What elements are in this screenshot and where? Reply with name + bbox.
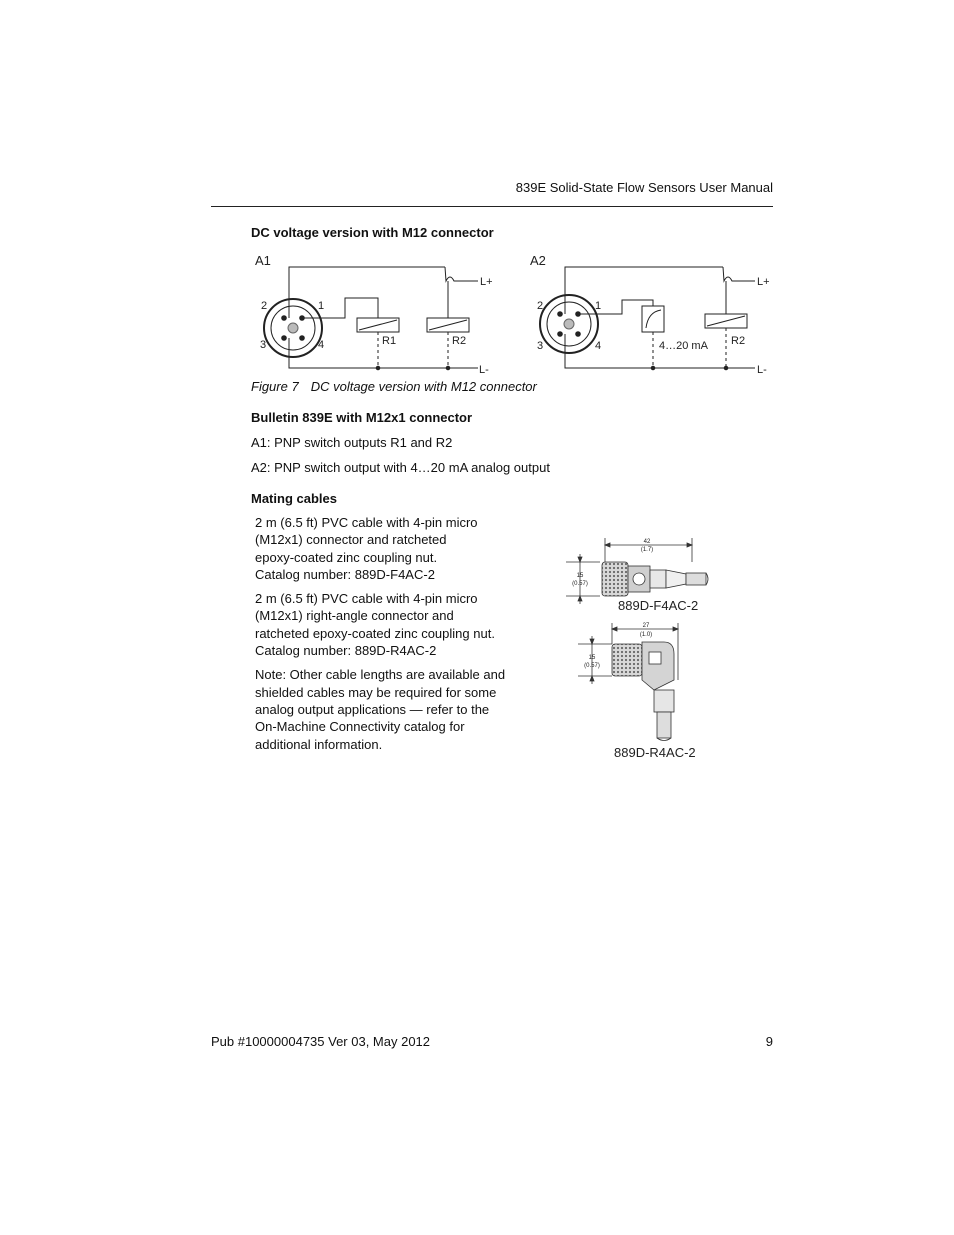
straight-connector-drawing <box>566 538 708 604</box>
mating-cables-list <box>255 514 515 760</box>
section-heading-mating-cables: Mating cables <box>251 491 337 506</box>
straight-connector-label: 889D-F4AC-2 <box>618 598 699 613</box>
cable-note <box>255 666 515 752</box>
load-r1-label: R1 <box>382 335 397 347</box>
text-line: additional information. <box>255 736 383 752</box>
text-line: (M12x1) right-angle connector and <box>255 608 454 624</box>
dim-length-in: (1.0) <box>639 632 653 638</box>
dim-dia: 15 <box>588 655 596 661</box>
dim-length: 42 <box>643 539 651 545</box>
cable-item-straight <box>255 514 515 583</box>
load-r2-label: R2 <box>731 335 746 347</box>
text-line: 2 m (6.5 ft) PVC cable with 4-pin micro <box>255 515 478 530</box>
text-line: 2 m (6.5 ft) PVC cable with 4-pin micro <box>255 591 478 607</box>
text-line: (M12x1) connector and ratcheted <box>255 532 447 548</box>
diagram-a1-label: A1 <box>255 253 271 268</box>
figure-caption-number: Figure 7 <box>251 379 299 394</box>
load-r2-label: R2 <box>452 335 467 347</box>
l-minus-label: L- <box>479 364 489 376</box>
text-line: epoxy-coated zinc coupling nut. <box>255 549 438 565</box>
pin-1-label: 1 <box>595 300 602 312</box>
pin-3-label: 3 <box>537 340 544 352</box>
diagram-a1 <box>255 253 493 376</box>
figure-caption <box>251 379 537 394</box>
wiring-diagrams <box>0 0 954 400</box>
footer-page-number: 9 <box>765 1034 773 1049</box>
running-header: 839E Solid-State Flow Sensors User Manual <box>515 180 773 195</box>
footer-publication: Pub #10000004735 Ver 03, May 2012 <box>211 1034 431 1049</box>
pin-1-label: 1 <box>318 300 325 312</box>
pin-3-label: 3 <box>260 339 267 351</box>
catalog-number: Catalog number: 889D-F4AC-2 <box>255 566 435 582</box>
cable-drawings <box>560 530 740 765</box>
a2-description: A2: PNP switch output with 4…20 mA analog output <box>251 460 550 475</box>
dim-length-in: (1.7) <box>640 547 654 553</box>
pin-2-label: 2 <box>261 300 268 312</box>
right-angle-connector-drawing <box>578 623 678 741</box>
pin-2-label: 2 <box>537 300 544 312</box>
dim-dia-in: (0.57) <box>584 663 600 669</box>
diagram-a2 <box>530 253 770 376</box>
figure-caption-text: DC voltage version with M12 connector <box>310 379 537 394</box>
pin-4-label: 4 <box>318 339 325 351</box>
analog-load-label: 4…20 mA <box>659 340 708 352</box>
section-heading-bulletin: Bulletin 839E with M12x1 connector <box>251 410 473 425</box>
a1-description: A1: PNP switch outputs R1 and R2 <box>251 435 453 450</box>
text-line: On-Machine Connectivity catalog for <box>255 719 465 735</box>
text-line: Note: Other cable lengths are available and <box>255 667 506 683</box>
l-plus-label: L+ <box>480 276 493 288</box>
diagram-a2-label: A2 <box>530 253 546 268</box>
section-heading-dc-voltage: DC voltage version with M12 connector <box>251 225 494 240</box>
pin-4-label: 4 <box>595 340 602 352</box>
dim-length: 27 <box>642 623 650 629</box>
cable-item-right-angle <box>255 590 515 659</box>
dim-dia-in: (0.57) <box>572 581 588 587</box>
text-line: shielded cables may be required for some <box>255 684 497 700</box>
text-line: analog output applications — refer to the <box>255 701 490 717</box>
l-minus-label: L- <box>757 364 767 376</box>
l-plus-label: L+ <box>757 276 770 288</box>
right-angle-connector-label: 889D-R4AC-2 <box>614 745 696 760</box>
dim-dia: 15 <box>576 573 584 579</box>
text-line: ratcheted epoxy-coated zinc coupling nut. <box>255 625 495 641</box>
catalog-number: Catalog number: 889D-R4AC-2 <box>255 643 437 659</box>
